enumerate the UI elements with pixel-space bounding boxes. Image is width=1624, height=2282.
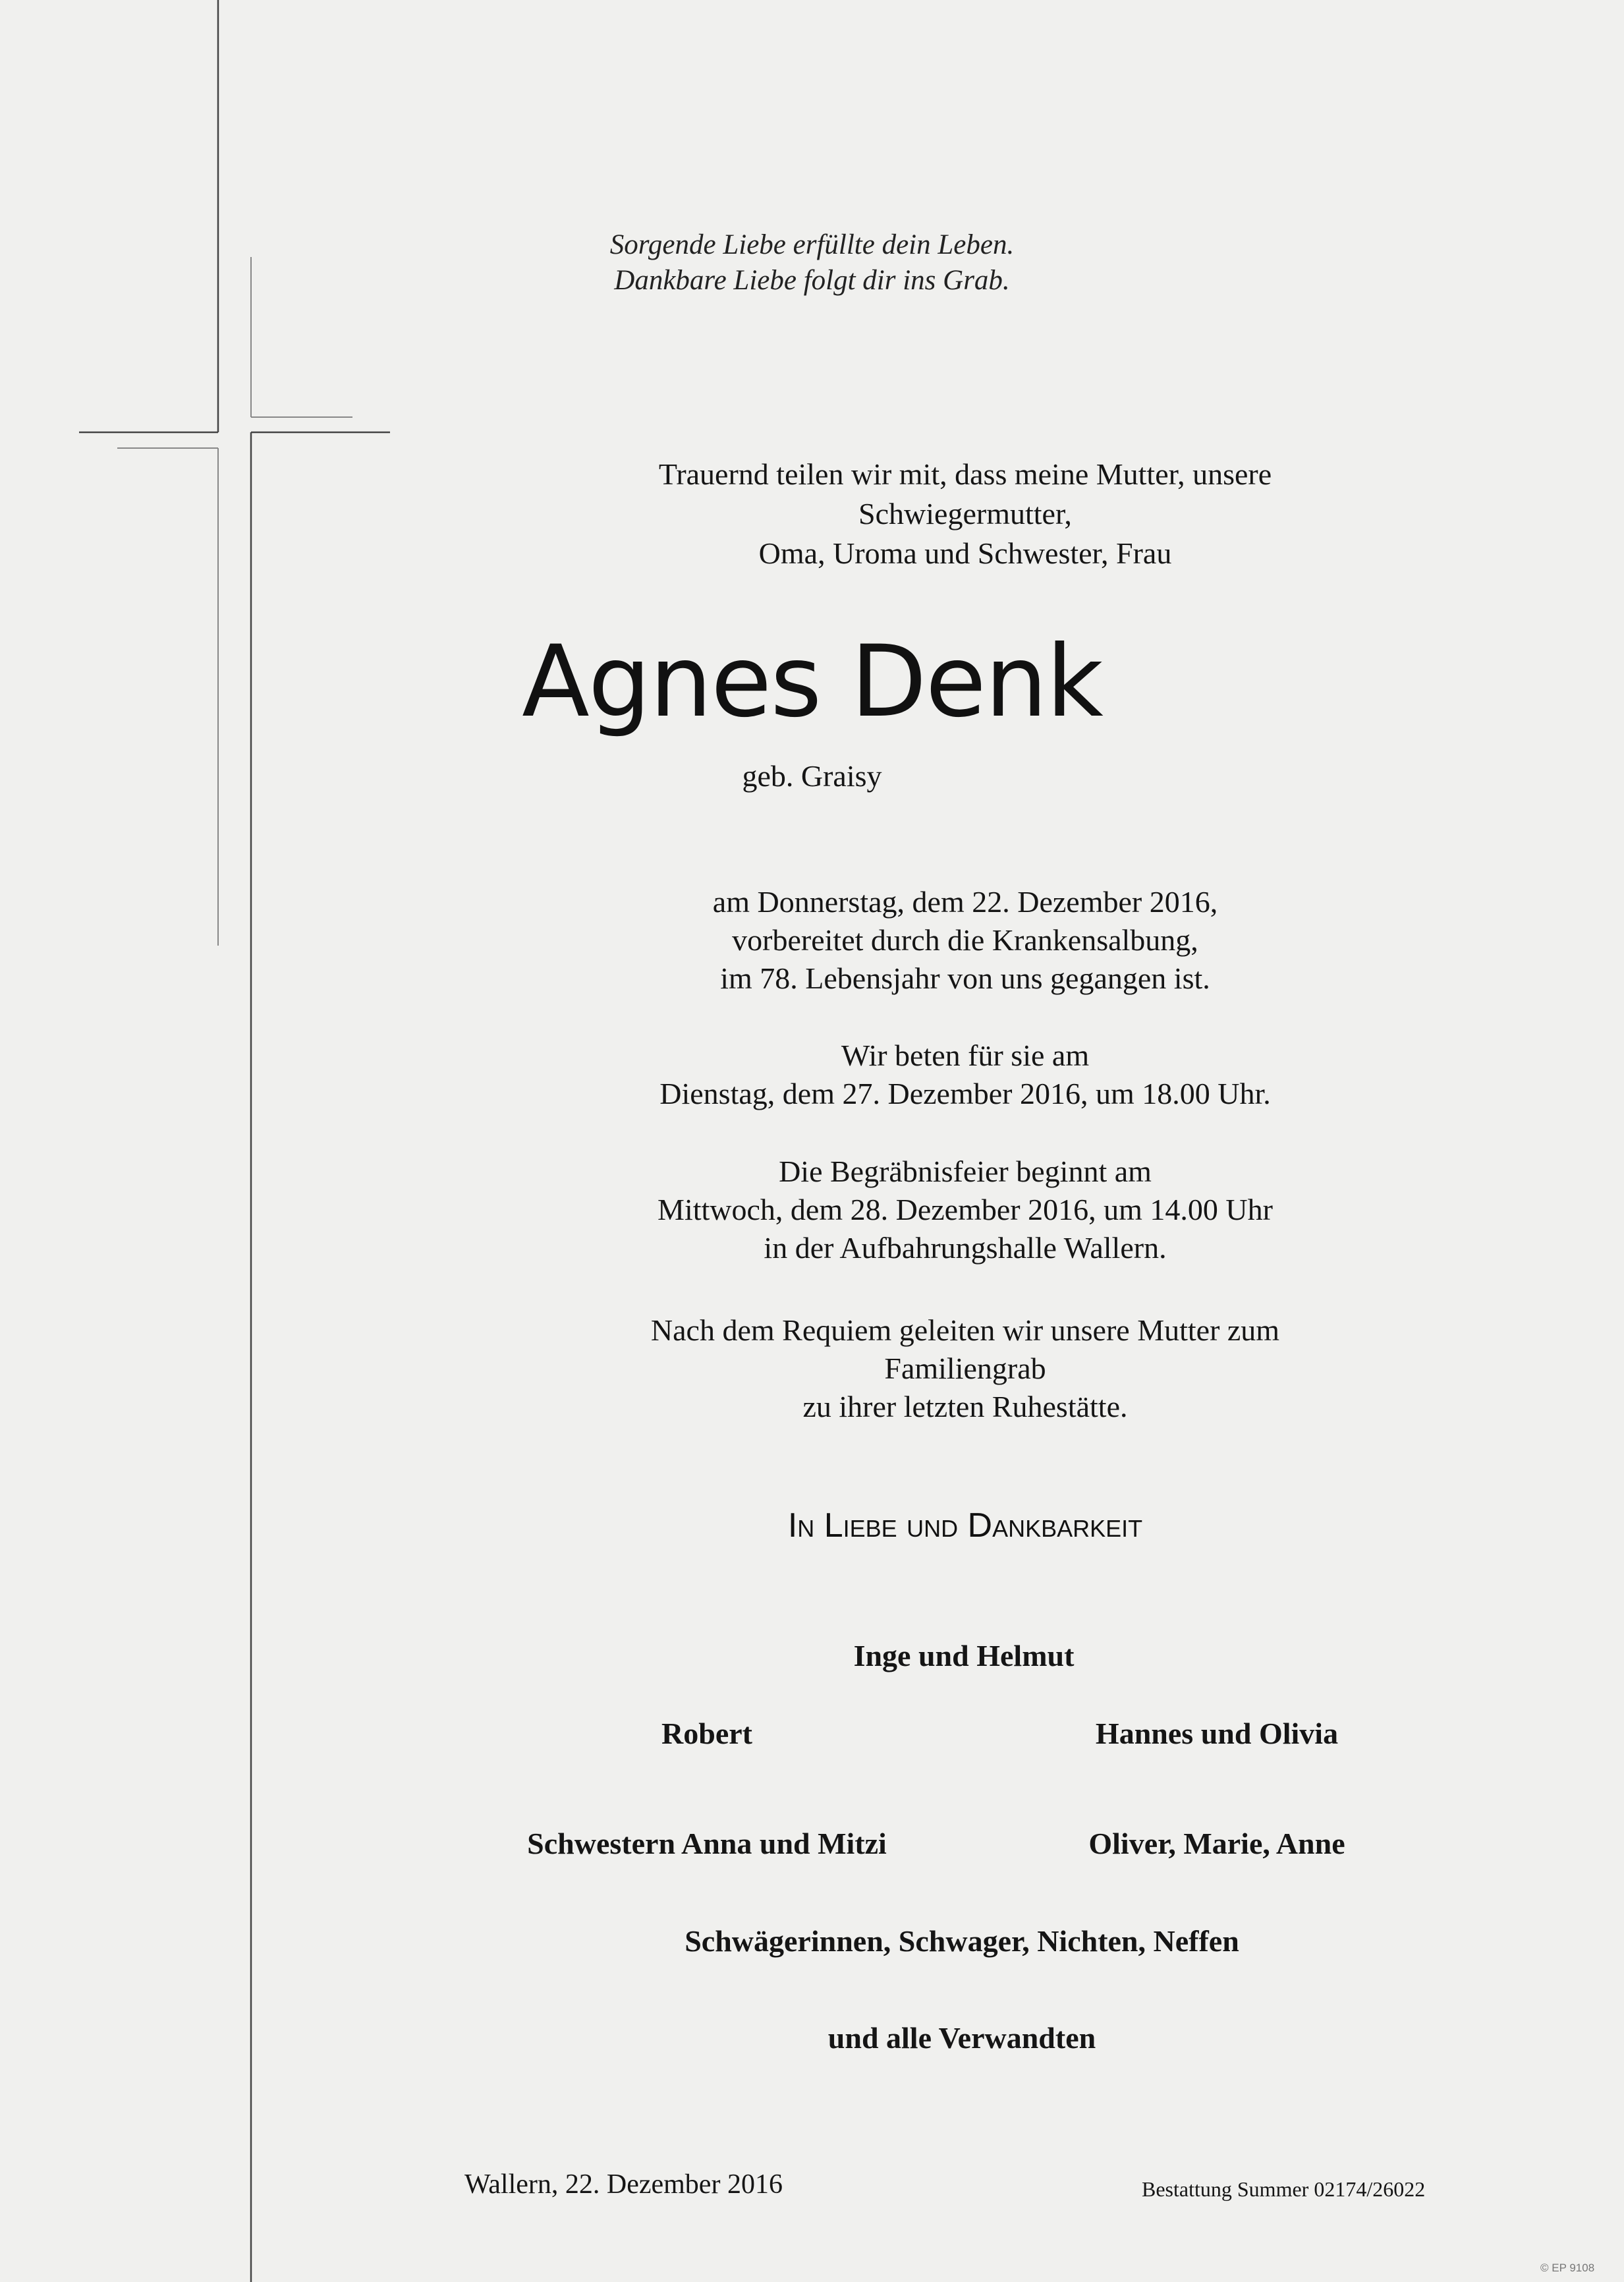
place-date: Wallern, 22. Dezember 2016 [464, 2169, 783, 2200]
prayer-info [659, 1037, 1270, 1113]
death-info [713, 883, 1218, 998]
death-info-line: vorbereitet durch die Krankensalbung, [732, 923, 1198, 957]
intro-line: Oma, Uroma und Schwester, Frau [758, 536, 1172, 570]
intro [636, 455, 1295, 573]
mourner-right-2: Oliver, Marie, Anne [1088, 1827, 1345, 1860]
intro-line: Trauernd teilen wir mit, dass meine Mutter, unsere Schwiegermutter, [658, 457, 1272, 530]
prayer-line: Wir beten für sie am [841, 1039, 1090, 1072]
death-info-line: im 78. Lebensjahr von uns gegangen ist. [720, 961, 1210, 995]
funeral-line: in der Aufbahrungshalle Wallern. [764, 1231, 1167, 1265]
mourner-children: Inge und Helmut [853, 1639, 1075, 1672]
death-info-line: am Donnerstag, dem 22. Dezember 2016, [712, 885, 1218, 919]
prayer-line: Dienstag, dem 27. Dezember 2016, um 18.00 Uhr. [659, 1077, 1271, 1110]
motto-line: Dankbare Liebe folgt dir ins Grab. [614, 265, 1010, 296]
motto [0, 227, 1624, 299]
funeral-line: Die Begräbnisfeier beginnt am [779, 1155, 1152, 1188]
requiem-info [636, 1311, 1295, 1426]
requiem-line: zu ihrer letzten Ruhestätte. [802, 1390, 1128, 1423]
mourner-left-2: Schwestern Anna und Mitzi [527, 1827, 887, 1860]
deceased-name: Agnes Denk [522, 625, 1102, 739]
mourner-inlaws: Schwägerinnen, Schwager, Nichten, Neffen [685, 1924, 1239, 1958]
print-code: © EP 9108 [1540, 2262, 1595, 2274]
birth-name: geb. Graisy [742, 759, 882, 793]
requiem-line: Nach dem Requiem geleiten wir unsere Mutter zum Familiengrab [650, 1313, 1280, 1385]
mourner-relatives: und alle Verwandten [827, 2021, 1096, 2055]
funeral-line: Mittwoch, dem 28. Dezember 2016, um 14.00 Uhr [658, 1193, 1273, 1226]
motto-line: Sorgende Liebe erfüllte dein Leben. [609, 229, 1015, 260]
funeral-info [658, 1153, 1273, 1267]
mourner-left-1: Robert [661, 1717, 752, 1750]
closing-phrase: In Liebe und Dankbarkeit [787, 1506, 1143, 1545]
mourner-right-1: Hannes und Olivia [1095, 1717, 1339, 1750]
undertaker: Bestattung Summer 02174/26022 [1142, 2177, 1426, 2201]
